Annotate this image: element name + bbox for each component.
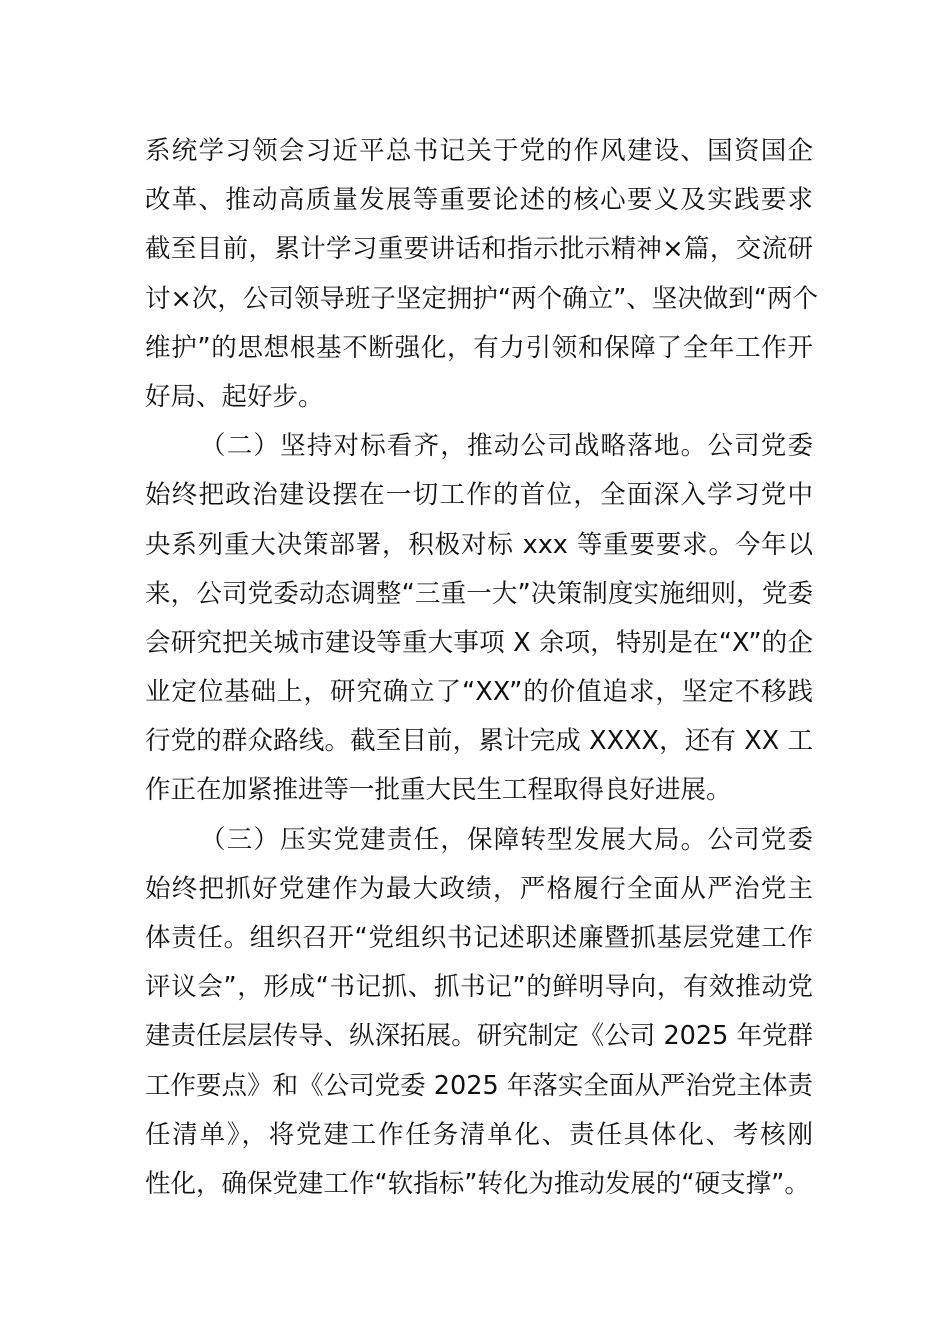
document-body (145, 127, 818, 1209)
text-line: 系统学习领会习近平总书记关于党的作风建设、国资国企 (145, 136, 813, 166)
text-line: 评议会”，形成“书记抓、抓书记”的鲜明导向，有效推动党 (145, 972, 813, 1003)
text-line: 行党的群众路线。截至目前，累计完成 XXXX，还有 XX 工 (145, 726, 813, 757)
text-line: 会研究把关城市建设等重大事项 X 余项，特别是在“X”的企 (145, 627, 813, 658)
text-line: 始终把政治建设摆在一切工作的首位，全面深入学习党中 (145, 480, 813, 511)
text-line: 性化，确保党建工作“软指标”转化为推动发展的“硬支撑”。 (145, 1168, 810, 1199)
text-line: 业定位基础上，研究确立了“XX”的价值追求，坚定不移践 (145, 677, 813, 708)
section-heading-line: （三）压实党建责任，保障转型发展大局。公司党委 (200, 824, 813, 855)
text-line: 央系列重大决策部署，积极对标 xxx 等重要要求。今年以 (145, 529, 813, 560)
text-line: 体责任。组织召开“党组织书记述职述廉暨抓基层党建工作 (145, 923, 813, 953)
text-line: 截至目前，累计学习重要讲话和指示批示精神×篇，交流研 (145, 234, 813, 265)
text-line: 任清单》，将党建工作任务清单化、责任具体化、考核刚 (145, 1119, 813, 1150)
text-line: 维护”的思想根基不断强化，有力引领和保障了全年工作开 (145, 332, 813, 363)
section-heading-line: （二）坚持对标看齐，推动公司战略落地。公司党委 (200, 431, 813, 462)
text-line: 建责任层层传导、纵深拓展。研究制定《公司 2025 年党群 (145, 1021, 813, 1052)
text-line: 来，公司党委动态调整“三重一大”决策制度实施细则，党委 (145, 578, 813, 609)
text-line: 改革、推动高质量发展等重要论述的核心要义及实践要求 (145, 185, 813, 216)
text-line: 工作要点》和《公司党委 2025 年落实全面从严治党主体责 (145, 1070, 813, 1101)
text-line: 作正在加紧推进等一批重大民生工程取得良好进展。 (145, 775, 732, 806)
text-line: 讨×次，公司领导班子坚定拥护“两个确立”、坚决做到“两个 (145, 283, 818, 314)
text-line: 好局、起好步。 (145, 381, 324, 412)
text-line: 始终把抓好党建作为最大政绩，严格履行全面从严治党主 (145, 873, 813, 904)
